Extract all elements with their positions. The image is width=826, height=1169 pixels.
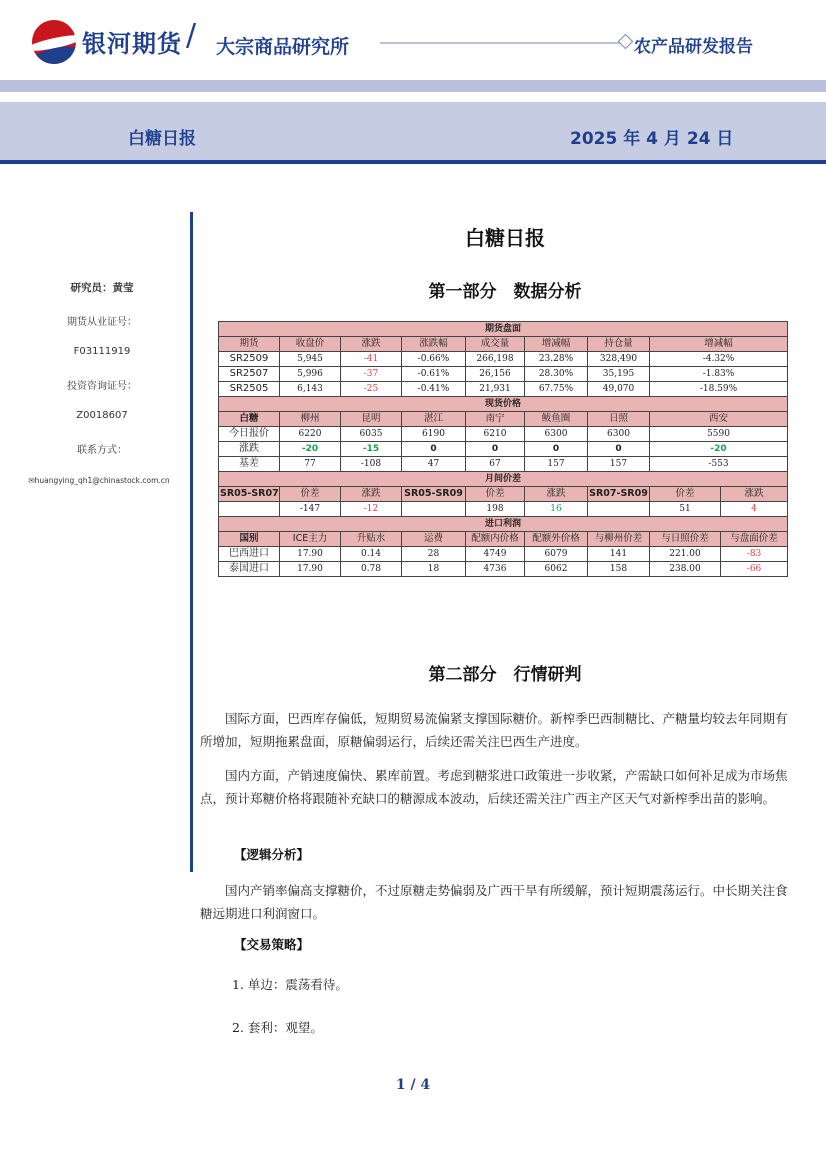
page-title: 白糖日报 (465, 226, 545, 250)
header-row (219, 412, 788, 427)
table-cell (402, 502, 466, 517)
table-cell (219, 502, 280, 517)
table-cell: 0 (525, 442, 588, 457)
table-cell: -66 (721, 562, 788, 577)
logic-analysis-text: 国内产销率偏高支撑糖价，不过原糖走势偏弱及广西干旱有所缓解，预计短期震荡运行。中长期关注食糖远期进口利润窗口。 (200, 883, 788, 921)
page-number: 1 / 4 (395, 1077, 431, 1093)
column-header: 日照 (588, 412, 650, 427)
table-cell: 6,143 (280, 382, 341, 397)
column-header: 配额内价格 (466, 532, 525, 547)
row-label: 涨跌 (219, 442, 280, 457)
table-cell: 28.30% (525, 367, 588, 382)
table-cell: 5,996 (280, 367, 341, 382)
table-cell: 0.78 (341, 562, 402, 577)
table-cell: -25 (341, 382, 402, 397)
table-cell: 0 (402, 442, 466, 457)
column-header: 收盘价 (280, 337, 341, 352)
table-cell: 67 (466, 457, 525, 472)
table-cell: -553 (650, 457, 788, 472)
column-header: 西安 (650, 412, 788, 427)
table-cell: 6210 (466, 427, 525, 442)
paragraph-domestic: 国内方面，产销速度偏快、累库前置。考虑到糖浆进口政策进一步收紧，产需缺口如何补足成为市场焦点，预计郑糖价格将跟随补充缺口的糖源成本波动，后续还需关注广西主产区天气对新榨季出苗的影响。 (200, 768, 788, 806)
table-cell: 16 (525, 502, 588, 517)
section-2-heading: 第二部分 行情研判 (428, 665, 582, 685)
galaxy-logo-icon (32, 20, 76, 64)
column-header: 与盘面价差 (721, 532, 788, 547)
table-cell: -1.83% (650, 367, 788, 382)
table-cell: -108 (341, 457, 402, 472)
table-row (219, 562, 788, 577)
table-cell (588, 502, 650, 517)
table-cell: -20 (280, 442, 341, 457)
column-header: 成交量 (466, 337, 525, 352)
mail-icon: ✉ (28, 476, 35, 485)
table-cell: 17.90 (280, 547, 341, 562)
table-row (219, 427, 788, 442)
table-cell: 6300 (525, 427, 588, 442)
section-1-heading: 第一部分 数据分析 (428, 282, 582, 302)
column-header: 价差 (280, 487, 341, 502)
header-gap (0, 92, 826, 102)
header-row (219, 532, 788, 547)
section-title-futures: 期货盘面 (219, 322, 788, 337)
column-header: 增减幅 (650, 337, 788, 352)
table-cell: -41 (341, 352, 402, 367)
header-row (219, 337, 788, 352)
table-cell: -37 (341, 367, 402, 382)
column-header: 湛江 (402, 412, 466, 427)
report-date: 2025 年 4 月 24 日 (570, 129, 734, 149)
consult-id: Z0018607 (76, 410, 128, 421)
table-cell: 328,490 (588, 352, 650, 367)
table-row (219, 352, 788, 367)
sidebar-divider (190, 212, 193, 872)
table-cell: -12 (341, 502, 402, 517)
column-header: 价差 (650, 487, 721, 502)
table-row (219, 502, 788, 517)
table-cell: 4749 (466, 547, 525, 562)
section-title-spot: 现货价格 (219, 397, 788, 412)
qualification-label: 期货从业证号： (67, 317, 137, 328)
column-header: 配额外价格 (525, 532, 588, 547)
table-cell: 0 (466, 442, 525, 457)
table-cell: 238.00 (650, 562, 721, 577)
table-cell: 35,195 (588, 367, 650, 382)
table-cell: -4.32% (650, 352, 788, 367)
contact-email[interactable] (4, 476, 194, 485)
table-cell: 6300 (588, 427, 650, 442)
table-cell: 266,198 (466, 352, 525, 367)
table-cell: 6190 (402, 427, 466, 442)
researcher-name: 研究员：黄莹 (70, 282, 134, 294)
table-cell: 28 (402, 547, 466, 562)
table-cell: 6220 (280, 427, 341, 442)
table-row (219, 367, 788, 382)
table-cell: 6062 (525, 562, 588, 577)
column-header: 升贴水 (341, 532, 402, 547)
trading-strategy-heading: 【交易策略】 (234, 937, 310, 952)
table-cell: 6079 (525, 547, 588, 562)
table-cell: 49,070 (588, 382, 650, 397)
table-cell: 158 (588, 562, 650, 577)
column-header: ICE主力 (280, 532, 341, 547)
row-label: 泰国进口 (219, 562, 280, 577)
column-header: 柳州 (280, 412, 341, 427)
table-cell: 77 (280, 457, 341, 472)
column-header: 昆明 (341, 412, 402, 427)
table-cell: -18.59% (650, 382, 788, 397)
subject-underline (0, 160, 826, 164)
column-header: 持仓量 (588, 337, 650, 352)
row-label: 今日报价 (219, 427, 280, 442)
column-header: 涨跌 (721, 487, 788, 502)
header-row (219, 487, 788, 502)
row-label: SR2507 (219, 367, 280, 382)
column-header: 期货 (219, 337, 280, 352)
table-cell: 67.75% (525, 382, 588, 397)
table-cell: 157 (525, 457, 588, 472)
row-label: SR2509 (219, 352, 280, 367)
column-header: 涨跌幅 (402, 337, 466, 352)
section-title-row (219, 472, 788, 487)
table-cell: 26,156 (466, 367, 525, 382)
table-cell: 0 (588, 442, 650, 457)
table-cell: 141 (588, 547, 650, 562)
column-header: SR05-SR07 (219, 487, 280, 502)
header-slash: / (186, 18, 197, 53)
report-category: 农产品研发报告 (634, 37, 753, 57)
column-header: 运费 (402, 532, 466, 547)
table-cell: -83 (721, 547, 788, 562)
section-title-spread: 月间价差 (219, 472, 788, 487)
table-row (219, 547, 788, 562)
table-cell: 23.28% (525, 352, 588, 367)
column-header: 增减幅 (525, 337, 588, 352)
paragraph-international: 国际方面，巴西库存偏低，短期贸易流偏紧支撑国际糖价。新榨季巴西制糖比、产糖量均较去年同期有所增加，短期拖累盘面，原糖偏弱运行，后续还需关注巴西生产进度。 (200, 711, 788, 749)
table-cell: 5590 (650, 427, 788, 442)
table-cell: -0.61% (402, 367, 466, 382)
table-cell: 4 (721, 502, 788, 517)
section-title-row (219, 517, 788, 532)
table-cell: 221.00 (650, 547, 721, 562)
table-cell: 0.14 (341, 547, 402, 562)
strategy-single-side: 1. 单边：震荡看待。 (232, 977, 348, 992)
table-cell: -15 (341, 442, 402, 457)
table-cell: 18 (402, 562, 466, 577)
section-title-row (219, 322, 788, 337)
column-header: 与柳州价差 (588, 532, 650, 547)
table-cell: 4736 (466, 562, 525, 577)
table-row (219, 457, 788, 472)
table-cell: 21,931 (466, 382, 525, 397)
table-cell: 17.90 (280, 562, 341, 577)
contact-label: 联系方式： (77, 445, 127, 456)
column-header: 白糖 (219, 412, 280, 427)
brand-name: 银河期货 (82, 30, 182, 58)
column-header: 涨跌 (341, 487, 402, 502)
column-header: 南宁 (466, 412, 525, 427)
email-text: huangying_qh1@chinastock.com.cn (34, 476, 170, 485)
column-header: SR05-SR09 (402, 487, 466, 502)
column-header: 鲅鱼圈 (525, 412, 588, 427)
table-cell: 157 (588, 457, 650, 472)
table-row (219, 382, 788, 397)
table-cell: 47 (402, 457, 466, 472)
table-cell: 198 (466, 502, 525, 517)
column-header: 国别 (219, 532, 280, 547)
logic-analysis-heading: 【逻辑分析】 (234, 847, 310, 862)
table-cell: 5,945 (280, 352, 341, 367)
table-cell: -20 (650, 442, 788, 457)
data-table (218, 321, 788, 577)
header-band (0, 80, 826, 92)
row-label: 巴西进口 (219, 547, 280, 562)
column-header: 涨跌 (525, 487, 588, 502)
strategy-arbitrage: 2. 套利：观望。 (232, 1020, 323, 1035)
table-cell: -147 (280, 502, 341, 517)
institute-name: 大宗商品研究所 (216, 36, 350, 58)
qualification-id: F03111919 (73, 346, 131, 357)
column-header: 价差 (466, 487, 525, 502)
table-cell: -0.41% (402, 382, 466, 397)
table-row (219, 442, 788, 457)
section-title-row (219, 397, 788, 412)
column-header: 涨跌 (341, 337, 402, 352)
header-divider-line (380, 42, 620, 44)
consult-label: 投资咨询证号： (67, 381, 137, 392)
table-cell: -0.66% (402, 352, 466, 367)
column-header: SR07-SR09 (588, 487, 650, 502)
report-subject: 白糖日报 (128, 129, 196, 149)
section-title-import: 进口利润 (219, 517, 788, 532)
table-cell: 6035 (341, 427, 402, 442)
table-cell: 51 (650, 502, 721, 517)
column-header: 与日照价差 (650, 532, 721, 547)
row-label: 基差 (219, 457, 280, 472)
row-label: SR2505 (219, 382, 280, 397)
